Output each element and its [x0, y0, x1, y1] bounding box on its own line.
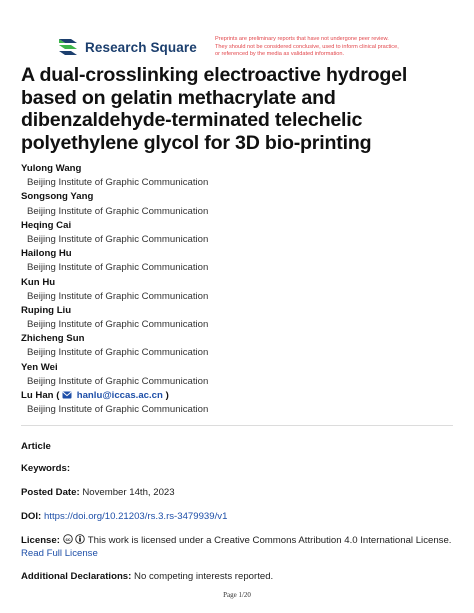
author-name[interactable]: Songsong Yang	[21, 191, 94, 203]
author-name[interactable]: Yulong Wang	[21, 163, 82, 174]
author-entry	[21, 190, 461, 218]
author-name[interactable]: Lu Han	[21, 390, 54, 401]
license-label: License:	[21, 535, 60, 546]
author-name[interactable]: Zhicheng Sun	[21, 333, 85, 345]
author-entry	[21, 219, 461, 247]
author-list	[21, 162, 461, 417]
author-entry	[21, 162, 461, 190]
author-name[interactable]: Heqing Cai	[21, 219, 72, 231]
author-affiliation: Beijing Institute of Graphic Communication	[27, 319, 209, 331]
corresponding-author-entry	[21, 389, 461, 417]
mail-icon	[62, 391, 72, 399]
by-icon	[75, 534, 85, 544]
author-affiliation: Beijing Institute of Graphic Communication	[27, 347, 209, 359]
close-paren: )	[165, 390, 169, 401]
author-affiliation: Beijing Institute of Graphic Communication	[27, 177, 209, 189]
notice-line: Preprints are preliminary reports that have not undergone peer review.	[215, 36, 389, 42]
research-square-logo-icon	[57, 37, 79, 57]
declarations-label: Additional Declarations:	[21, 571, 132, 582]
posted-date-value: November 14th, 2023	[82, 487, 175, 498]
declarations-row	[21, 571, 461, 584]
article-type	[21, 441, 461, 454]
author-entry	[21, 361, 461, 389]
brand-name: Research Square	[85, 39, 197, 55]
author-entry	[21, 332, 461, 360]
svg-text:cc: cc	[65, 536, 71, 542]
keywords-label: Keywords:	[21, 463, 71, 474]
author-entry	[21, 276, 461, 304]
author-affiliation: Beijing Institute of Graphic Communication	[27, 404, 209, 416]
author-affiliation: Beijing Institute of Graphic Communication	[27, 262, 209, 274]
license-row	[21, 534, 461, 560]
page-number: Page 1/20	[223, 591, 251, 599]
author-affiliation: Beijing Institute of Graphic Communication	[27, 375, 209, 387]
declarations-value: No competing interests reported.	[134, 571, 274, 582]
author-entry	[21, 247, 461, 275]
author-email-link[interactable]: hanlu@iccas.ac.cn	[76, 390, 163, 401]
author-affiliation: Beijing Institute of Graphic Communication	[27, 233, 209, 245]
preprint-notice	[215, 36, 460, 59]
keywords-row	[21, 463, 461, 476]
author-entry	[21, 304, 461, 332]
notice-line: They should not be considered conclusive, used to inform clinical practice,	[215, 43, 399, 50]
author-name[interactable]: Hailong Hu	[21, 248, 72, 260]
posted-date-label: Posted Date:	[21, 487, 80, 498]
author-affiliation: Beijing Institute of Graphic Communication	[27, 205, 209, 217]
doi-link[interactable]: https://doi.org/10.21203/rs.3.rs-3479939/v1	[43, 511, 228, 522]
doi-label: DOI:	[21, 511, 42, 522]
header	[0, 0, 474, 62]
open-paren: (	[56, 390, 60, 401]
author-affiliation: Beijing Institute of Graphic Communication	[27, 290, 209, 302]
license-text: This work is licensed under a Creative Commons Attribution 4.0 International License.	[87, 535, 452, 546]
section-divider	[21, 425, 453, 426]
doi-row	[21, 511, 461, 524]
paper-title: A dual-crosslinking electroactive hydrogel based on gelatin methacrylate and dibenzaldehyde-terminated telechelic polyethylene glycol for 3D bio-printing	[21, 64, 408, 154]
research-square-logo[interactable]	[57, 37, 197, 57]
author-name[interactable]: Ruping Liu	[21, 304, 72, 316]
posted-date-row	[21, 487, 461, 500]
corresponding-author-line	[21, 389, 461, 403]
article-type-label: Article	[21, 441, 51, 452]
author-name[interactable]: Kun Hu	[21, 276, 56, 288]
notice-line: or referenced by the media as validated information.	[215, 51, 345, 58]
author-name[interactable]: Yen Wei	[21, 361, 58, 373]
cc-icon	[63, 534, 73, 544]
read-full-license-link[interactable]: Read Full License	[21, 547, 98, 559]
